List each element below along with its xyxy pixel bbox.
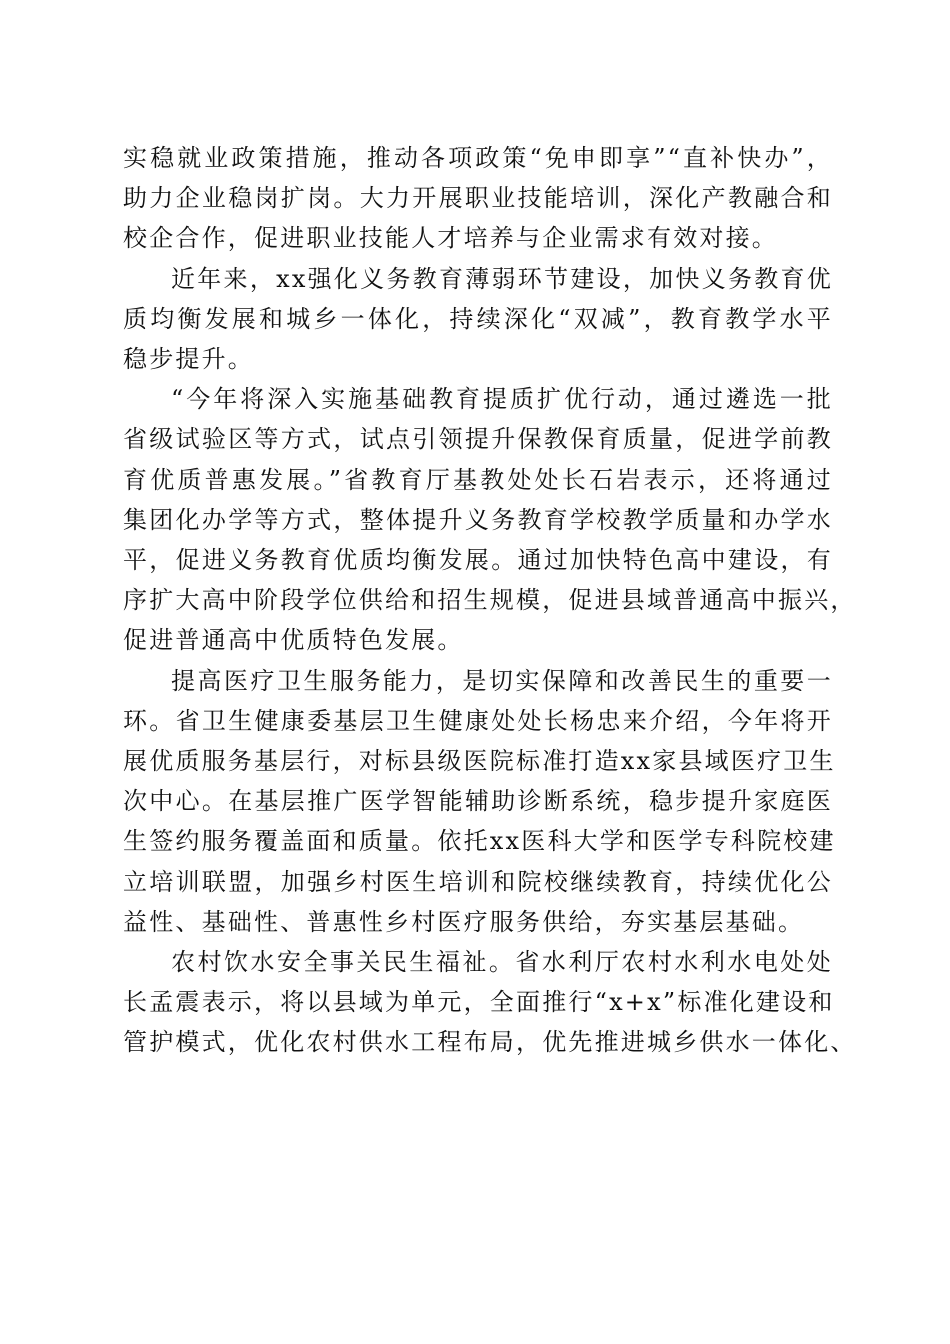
text-line: 近年来，xx强化义务教育薄弱环节建设，加快义务教育优	[171, 264, 833, 293]
text-line: 质均衡发展和城乡一体化，持续深化“双减”，教育教学水平	[123, 304, 833, 333]
paragraph-education-recent	[123, 259, 833, 380]
paragraph-rural-water	[123, 942, 857, 1063]
text-line: 省级试验区等方式，试点引领提升保教保育质量，促进学前教	[123, 425, 833, 454]
document-body	[123, 138, 857, 1063]
text-line: 立培训联盟，加强乡村医生培训和院校继续教育，持续优化公	[123, 867, 833, 896]
text-line: 助力企业稳岗扩岗。大力开展职业技能培训，深化产教融合和	[123, 184, 833, 213]
text-line: 长孟震表示，将以县域为单元，全面推行“x+x”标准化建设和	[123, 988, 835, 1017]
paragraph-education-plan	[123, 379, 857, 660]
text-line: 展优质服务基层行，对标县级医院标准打造xx家县域医疗卫生	[123, 747, 836, 776]
paragraph-employment	[123, 138, 833, 259]
text-line: “今年将深入实施基础教育提质扩优行动，通过遴选一批	[171, 385, 833, 414]
text-line: 平，促进义务教育优质均衡发展。通过加快特色高中建设，有	[123, 546, 833, 575]
text-line: 集团化办学等方式，整体提升义务教育学校教学质量和办学水	[123, 505, 833, 534]
text-line: 校企合作，促进职业技能人才培养与企业需求有效对接。	[123, 224, 778, 253]
text-line: 管护模式，优化农村供水工程布局，优先推进城乡供水一体化、	[123, 1028, 857, 1057]
text-line: 实稳就业政策措施，推动各项政策“免申即享”“直补快办”，	[123, 144, 833, 172]
text-line: 农村饮水安全事关民生福祉。省水利厅农村水利水电处处	[171, 948, 833, 977]
paragraph-healthcare	[123, 661, 836, 942]
text-line: 序扩大高中阶段学位供给和招生规模，促进县域普通高中振兴，	[123, 586, 857, 615]
text-line: 提高医疗卫生服务能力，是切实保障和改善民生的重要一	[171, 666, 833, 695]
text-line: 次中心。在基层推广医学智能辅助诊断系统，稳步提升家庭医	[123, 787, 833, 816]
text-line: 益性、基础性、普惠性乡村医疗服务供给，夯实基层基础。	[123, 907, 805, 936]
text-line: 稳步提升。	[123, 345, 254, 374]
text-line: 促进普通高中优质特色发展。	[123, 626, 464, 655]
text-line: 环。省卫生健康委基层卫生健康处处长杨忠来介绍，今年将开	[123, 706, 833, 735]
text-line: 育优质普惠发展。”省教育厅基教处处长石岩表示，还将通过	[123, 465, 833, 494]
text-line: 生签约服务覆盖面和质量。依托xx医科大学和医学专科院校建	[123, 827, 836, 856]
